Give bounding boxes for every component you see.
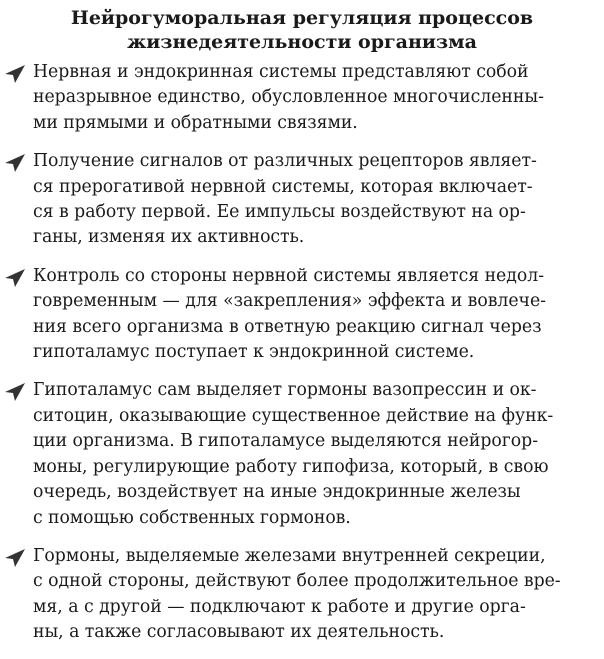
title-line-2: жизнедеятельности организма (127, 31, 477, 53)
text-line: говременным — для «закрепления» эффекта и вовлече- (33, 291, 546, 312)
text-line: моны, регулирующие работу гипофиза, который, в свою (33, 456, 549, 477)
text-line: Гормоны, выделяемые железами внутренней секреции, (33, 545, 546, 566)
text-line: Гипоталамус сам выделяет гормоны вазопрессин и ок- (33, 380, 537, 401)
list-item (0, 60, 604, 136)
text-line: ся в работу первой. Ее импульсы воздействуют на ор- (33, 202, 526, 223)
text-line: неразрывное единство, обусловленное многочисленны- (33, 87, 544, 108)
text-line: мя, а с другой — подключают к работе и другие орга- (33, 596, 526, 617)
list-item-text (33, 149, 604, 251)
arrow-pointer-icon (4, 64, 26, 84)
text-line: Нервная и эндокринная системы представляют собой (33, 62, 529, 82)
title-line-1: Нейрогуморальная регуляция процессов (70, 7, 534, 29)
text-line: ситоцин, оказывающие существенное действие на функ- (33, 405, 554, 426)
text-line: ся прерогативой нервной системы, которая включает- (33, 176, 533, 197)
text-line: ции организма. В гипоталамусе выделяются нейрогор- (33, 431, 538, 452)
text-line: ния всего организма в ответную реакцию сигнал через (33, 316, 542, 337)
list-item-text (33, 544, 604, 646)
list-item (0, 378, 604, 530)
arrow-pointer-icon (4, 153, 26, 173)
arrow-pointer-icon (4, 382, 26, 402)
text-line: с одной стороны, действуют более продолжительное вре- (33, 571, 561, 592)
bullet-list (0, 60, 604, 659)
arrow-pointer-icon (4, 548, 26, 568)
text-line: очередь, воздействует на иные эндокринные железы (33, 482, 521, 503)
arrow-pointer-icon (4, 268, 26, 288)
text-line: ны, а также согласовывают их деятельность. (33, 622, 445, 643)
list-item-text (33, 264, 604, 366)
page-title (0, 0, 604, 54)
text-line: с помощью собственных гормонов. (33, 507, 351, 528)
list-item-text (33, 378, 604, 530)
list-item-text (33, 60, 604, 136)
list-item (0, 149, 604, 251)
list-item (0, 544, 604, 646)
list-item (0, 264, 604, 366)
text-line: ми прямыми и обратными связями. (33, 112, 358, 133)
text-line: Контроль со стороны нервной системы является недол- (33, 265, 545, 286)
text-line: ганы, изменяя их активность. (33, 227, 305, 248)
text-line: Получение сигналов от различных рецепторов являет- (33, 151, 537, 172)
text-line: гипоталамус поступает к эндокринной системе. (33, 342, 475, 363)
